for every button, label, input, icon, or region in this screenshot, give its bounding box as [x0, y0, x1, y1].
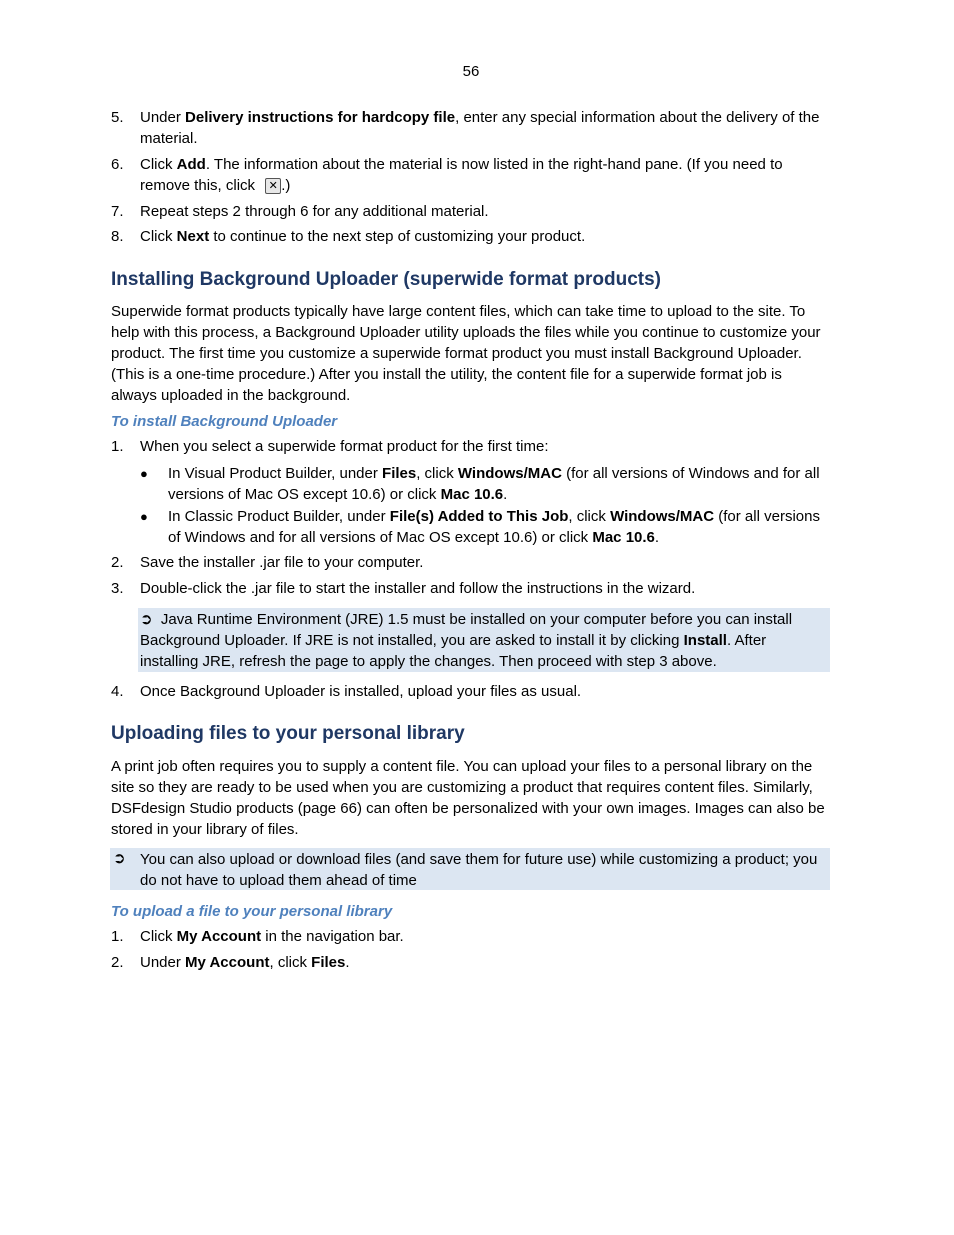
- step-text: Once Background Uploader is installed, upload your files as usual.: [140, 683, 582, 700]
- note-box: [110, 848, 830, 890]
- bullet-text: In Visual Product Builder, under Files, click Windows/MAC (for all versions of Windows and for all versions of Mac OS except 10.6) or click Mac 10.6.: [168, 465, 820, 503]
- note-text: Java Runtime Environment (JRE) 1.5 must be installed on your computer before you can install Background Uploader. If JRE is not installed, you are asked to install it by clicking Install. After installing JRE, refresh the page to apply the changes. Then proceed with step 3 above.: [140, 611, 793, 670]
- bullet-item: [140, 463, 830, 505]
- step-number: 7.: [111, 203, 124, 220]
- step-text: Save the installer .jar file to your computer.: [140, 554, 424, 571]
- list-item: [111, 681, 831, 702]
- step-text: Repeat steps 2 through 6 for any additional material.: [140, 203, 489, 220]
- bullet-text: In Classic Product Builder, under File(s) Added to This Job, click Windows/MAC (for all versions of Windows and for all versions of Mac OS except 10.6) or click Mac 10.6.: [168, 508, 820, 546]
- body-paragraph: Superwide format products typically have large content files, which can take time to upload to the site. To help with this process, a Background Uploader utility uploads the files while you continue to customize your product. The first time you customize a superwide format product you must install Background Uploader. (This is a one-time procedure.) After you install the utility, the content file for a superwide format job is always uploaded in the background.: [111, 303, 821, 404]
- arrow-right-icon: ➲: [140, 611, 153, 628]
- note-box: [138, 608, 830, 672]
- list-item: [111, 926, 831, 947]
- step-number: 2.: [111, 954, 124, 971]
- arrow-right-icon: ➲: [113, 850, 126, 867]
- step-number: 3.: [111, 580, 124, 597]
- bullet-icon: ●: [140, 509, 148, 524]
- step-text: Under Delivery instructions for hardcopy file, enter any special information about the delivery of the material.: [140, 109, 820, 147]
- bullet-item: [140, 506, 830, 548]
- bullet-icon: ●: [140, 466, 148, 481]
- section-heading: Uploading files to your personal library: [111, 723, 465, 744]
- list-item: [111, 578, 831, 599]
- step-number: 1.: [111, 438, 124, 455]
- list-item: [111, 436, 831, 457]
- page-number: 56: [462, 63, 480, 80]
- step-number: 6.: [111, 156, 124, 173]
- list-item: [111, 552, 831, 573]
- step-number: 2.: [111, 554, 124, 571]
- list-item: [111, 107, 831, 149]
- section-heading: Installing Background Uploader (superwide format products): [111, 269, 661, 290]
- step-text: When you select a superwide format product for the first time:: [140, 438, 549, 455]
- list-item: [111, 201, 831, 222]
- note-text: You can also upload or download files (and save them for future use) while customizing a product; you do not have to upload them ahead of time: [140, 851, 818, 889]
- close-x-icon: ✕: [265, 178, 281, 194]
- step-text: Click My Account in the navigation bar.: [140, 928, 404, 945]
- body-paragraph: A print job often requires you to supply a content file. You can upload your files to a personal library on the site so they are ready to be used when you are customizing a product that requires content files. Similarly, DSFdesign Studio products (page 66) can often be personalized with your own images. Images can also be stored in your library of files.: [111, 758, 825, 838]
- procedure-title: To install Background Uploader: [111, 413, 338, 430]
- list-item: [111, 952, 831, 973]
- step-text: Under My Account, click Files.: [140, 954, 350, 971]
- step-text: Click Add. The information about the material is now listed in the right-hand pane. (If you need to remove this, click ✕ .): [140, 156, 783, 194]
- step-text: Double-click the .jar file to start the installer and follow the instructions in the wizard.: [140, 580, 696, 597]
- step-number: 8.: [111, 228, 124, 245]
- list-item: [111, 154, 831, 196]
- step-number: 4.: [111, 683, 124, 700]
- step-text: Click Next to continue to the next step of customizing your product.: [140, 228, 586, 245]
- step-number: 5.: [111, 109, 124, 126]
- procedure-title: To upload a file to your personal library: [111, 903, 393, 920]
- step-number: 1.: [111, 928, 124, 945]
- list-item: [111, 226, 831, 247]
